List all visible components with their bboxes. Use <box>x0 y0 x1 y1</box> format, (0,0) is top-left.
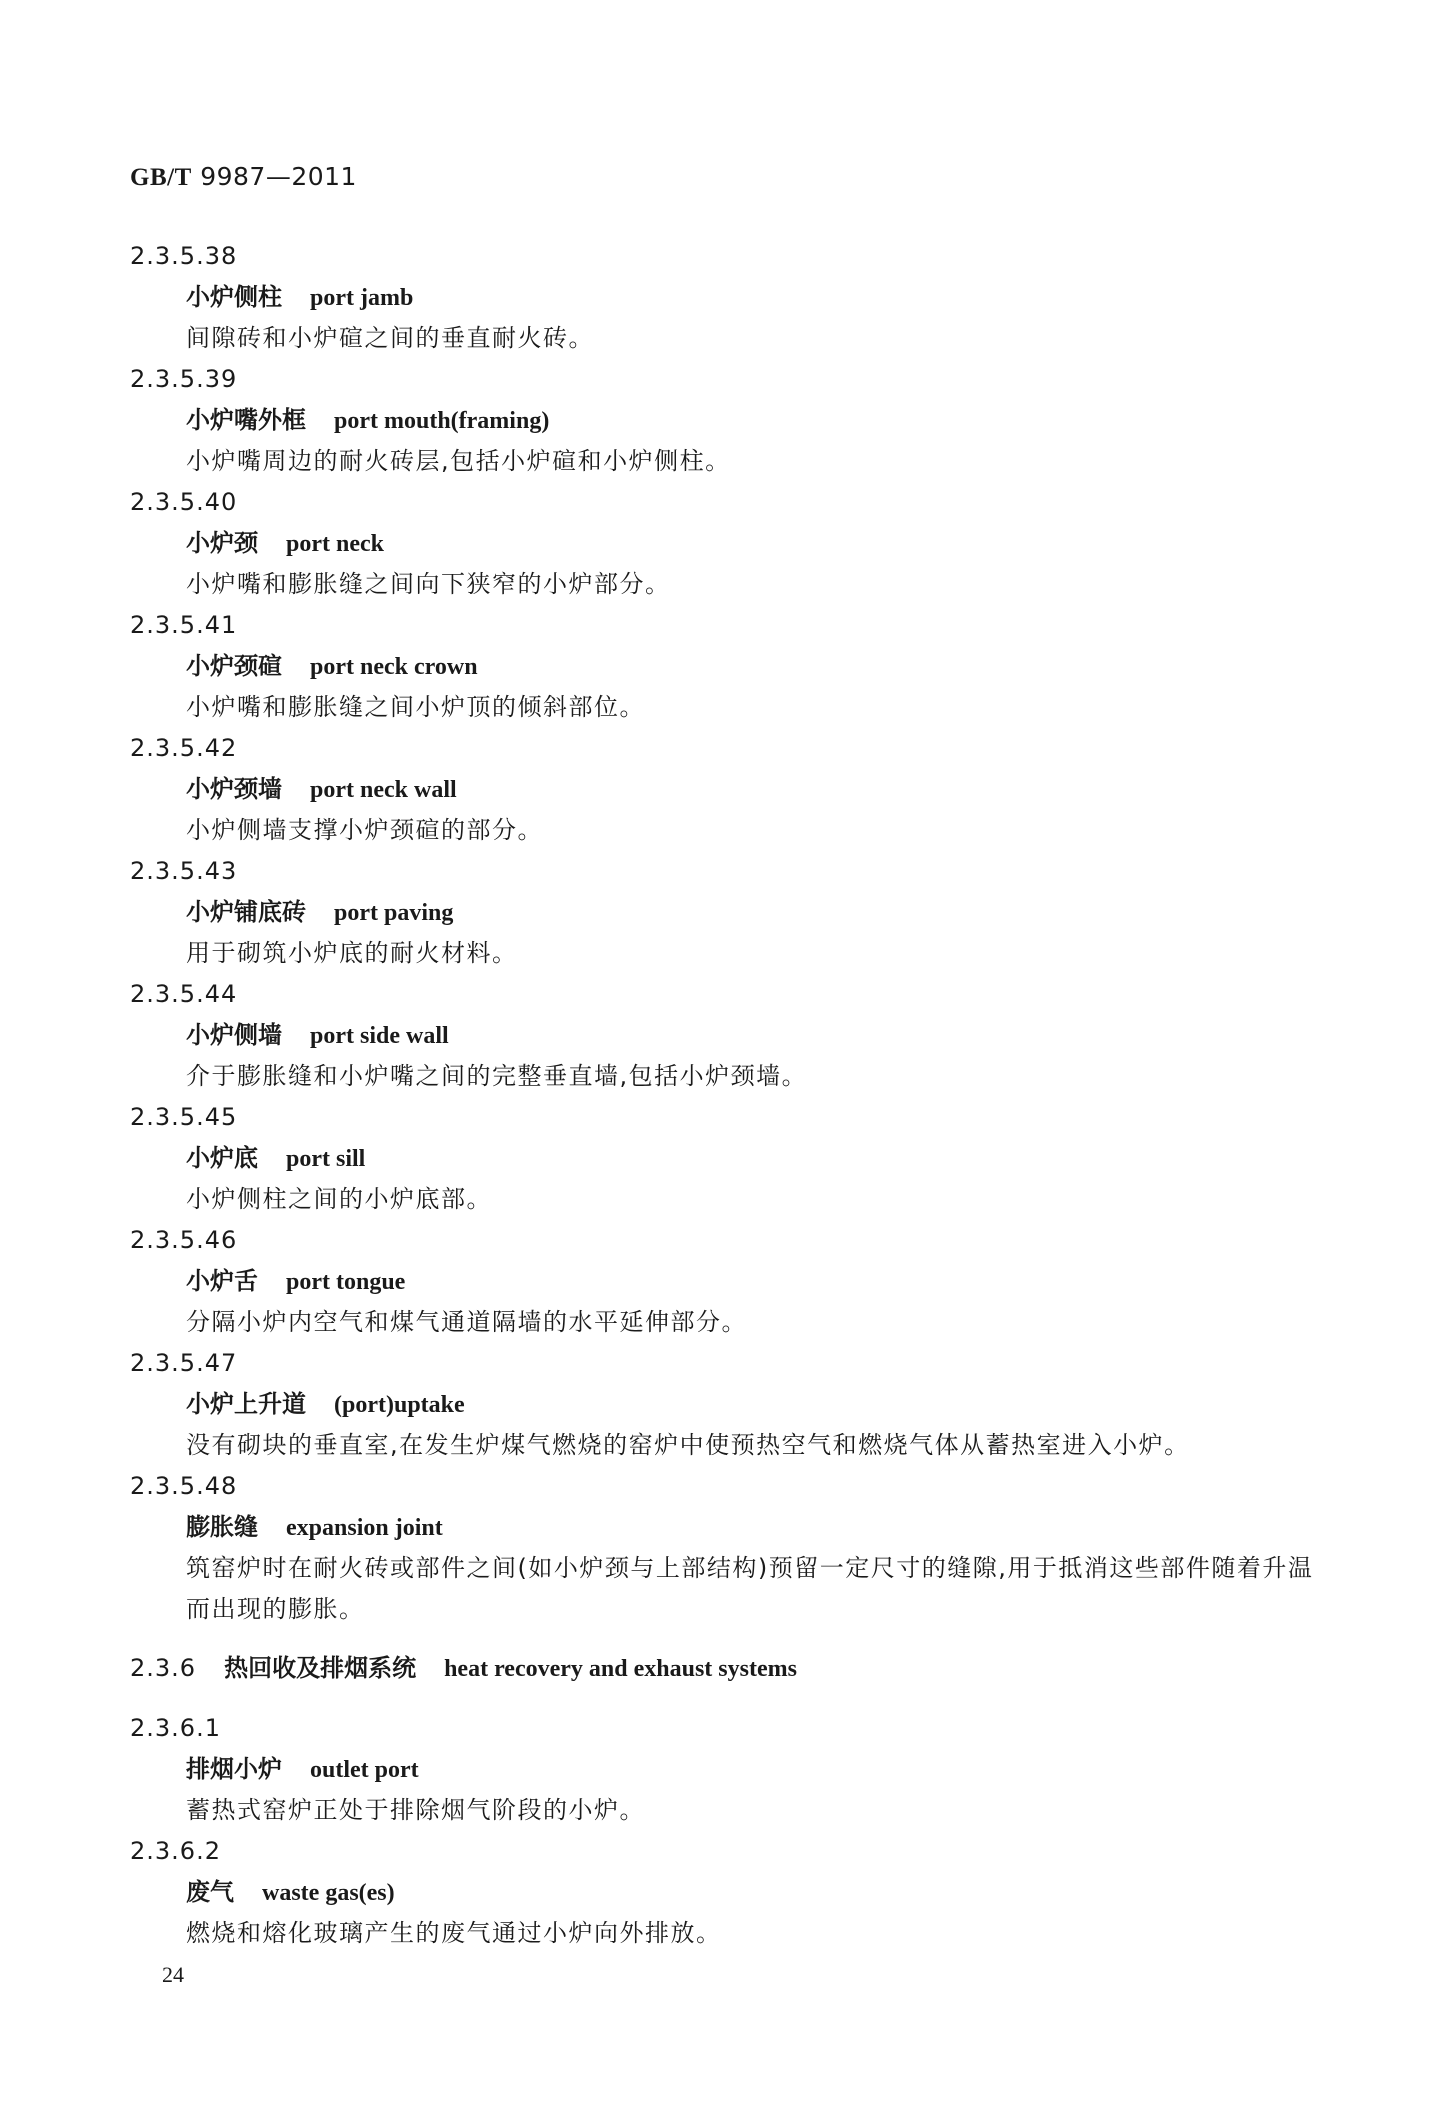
term-zh: 小炉侧墙 <box>186 1021 282 1049</box>
term-entry <box>130 1466 1330 1630</box>
term-number: 2.3.5.39 <box>130 365 238 393</box>
standard-number: 9987—2011 <box>200 162 357 191</box>
term-number: 2.3.5.48 <box>130 1472 238 1500</box>
term-entry <box>130 1343 1330 1466</box>
term-heading <box>130 1384 1330 1425</box>
term-definition: 介于膨胀缝和小炉嘴之间的完整垂直墙,包括小炉颈墙。 <box>186 1062 808 1090</box>
term-zh: 小炉嘴外框 <box>186 406 306 434</box>
term-entry <box>130 482 1330 605</box>
term-entry <box>130 974 1330 1097</box>
standard-header <box>130 162 357 192</box>
term-definition: 间隙砖和小炉碹之间的垂直耐火砖。 <box>186 324 594 352</box>
term-zh: 小炉底 <box>186 1144 258 1172</box>
term-en: port neck wall <box>310 777 457 803</box>
term-en: outlet port <box>310 1757 419 1783</box>
section-number: 2.3.6 <box>130 1654 197 1682</box>
term-heading <box>130 769 1330 810</box>
term-heading <box>130 646 1330 687</box>
term-number: 2.3.5.44 <box>130 980 238 1008</box>
term-en: port neck crown <box>310 654 478 680</box>
term-heading <box>130 1015 1330 1056</box>
term-entry <box>130 605 1330 728</box>
term-heading <box>130 1507 1330 1548</box>
term-number: 2.3.5.40 <box>130 488 238 516</box>
section-title-zh: 热回收及排烟系统 <box>224 1654 417 1682</box>
term-definition: 用于砌筑小炉底的耐火材料。 <box>186 939 518 967</box>
standard-prefix: GB/T <box>130 164 192 191</box>
term-number: 2.3.5.38 <box>130 242 238 270</box>
term-number: 2.3.5.42 <box>130 734 238 762</box>
page-number: 24 <box>162 1962 184 1987</box>
term-definition: 分隔小炉内空气和煤气通道隔墙的水平延伸部分。 <box>186 1308 747 1336</box>
term-definition: 小炉嘴和膨胀缝之间小炉顶的倾斜部位。 <box>186 693 645 721</box>
term-zh: 膨胀缝 <box>186 1513 258 1541</box>
term-number: 2.3.6.1 <box>130 1714 221 1742</box>
term-heading <box>130 1872 1330 1913</box>
term-number: 2.3.5.43 <box>130 857 238 885</box>
section-title-en: heat recovery and exhaust systems <box>444 1656 797 1682</box>
term-en: port sill <box>286 1146 366 1172</box>
term-definition: 小炉嘴和膨胀缝之间向下狭窄的小炉部分。 <box>186 570 671 598</box>
term-heading <box>130 1261 1330 1302</box>
term-entry <box>130 1097 1330 1220</box>
term-en: port mouth(framing) <box>334 408 550 434</box>
term-en: port tongue <box>286 1269 406 1295</box>
term-zh: 排烟小炉 <box>186 1755 282 1783</box>
term-zh: 小炉颈墙 <box>186 775 282 803</box>
term-en: port paving <box>334 900 454 926</box>
term-zh: 小炉颈 <box>186 529 258 557</box>
term-zh: 小炉舌 <box>186 1267 258 1295</box>
term-zh: 小炉颈碹 <box>186 652 282 680</box>
term-en: (port)uptake <box>334 1392 465 1418</box>
term-number: 2.3.6.2 <box>130 1837 221 1865</box>
section-gap <box>130 1692 1330 1708</box>
term-entry <box>130 1708 1330 1831</box>
term-entry <box>130 1220 1330 1343</box>
term-heading <box>130 1138 1330 1179</box>
term-definition: 蓄热式窑炉正处于排除烟气阶段的小炉。 <box>186 1796 645 1824</box>
term-number: 2.3.5.45 <box>130 1103 238 1131</box>
term-entries <box>130 236 1330 1954</box>
term-entry <box>130 236 1330 359</box>
term-number: 2.3.5.47 <box>130 1349 238 1377</box>
term-definition: 小炉侧柱之间的小炉底部。 <box>186 1185 492 1213</box>
term-en: expansion joint <box>286 1515 443 1541</box>
term-en: port jamb <box>310 285 414 311</box>
term-entry <box>130 728 1330 851</box>
term-definition: 燃烧和熔化玻璃产生的废气通过小炉向外排放。 <box>186 1919 722 1947</box>
term-zh: 废气 <box>186 1878 234 1906</box>
term-zh: 小炉侧柱 <box>186 283 282 311</box>
term-heading <box>130 277 1330 318</box>
term-heading <box>130 892 1330 933</box>
term-entry <box>130 851 1330 974</box>
term-entry <box>130 359 1330 482</box>
term-entry <box>130 1831 1330 1954</box>
term-definition: 没有砌块的垂直室,在发生炉煤气燃烧的窑炉中使预热空气和燃烧气体从蓄热室进入小炉。 <box>186 1431 1190 1459</box>
term-en: waste gas(es) <box>262 1880 395 1906</box>
section-heading <box>130 1644 1330 1692</box>
term-heading <box>130 1749 1330 1790</box>
term-definition: 筑窑炉时在耐火砖或部件之间(如小炉颈与上部结构)预留一定尺寸的缝隙,用于抵消这些部件随着升温而出现的膨胀。 <box>186 1554 1314 1623</box>
term-heading <box>130 400 1330 441</box>
term-en: port neck <box>286 531 384 557</box>
term-definition: 小炉侧墙支撑小炉颈碹的部分。 <box>186 816 543 844</box>
term-number: 2.3.5.41 <box>130 611 238 639</box>
term-en: port side wall <box>310 1023 449 1049</box>
term-zh: 小炉铺底砖 <box>186 898 306 926</box>
term-number: 2.3.5.46 <box>130 1226 238 1254</box>
term-heading <box>130 523 1330 564</box>
term-zh: 小炉上升道 <box>186 1390 306 1418</box>
term-definition: 小炉嘴周边的耐火砖层,包括小炉碹和小炉侧柱。 <box>186 447 731 475</box>
